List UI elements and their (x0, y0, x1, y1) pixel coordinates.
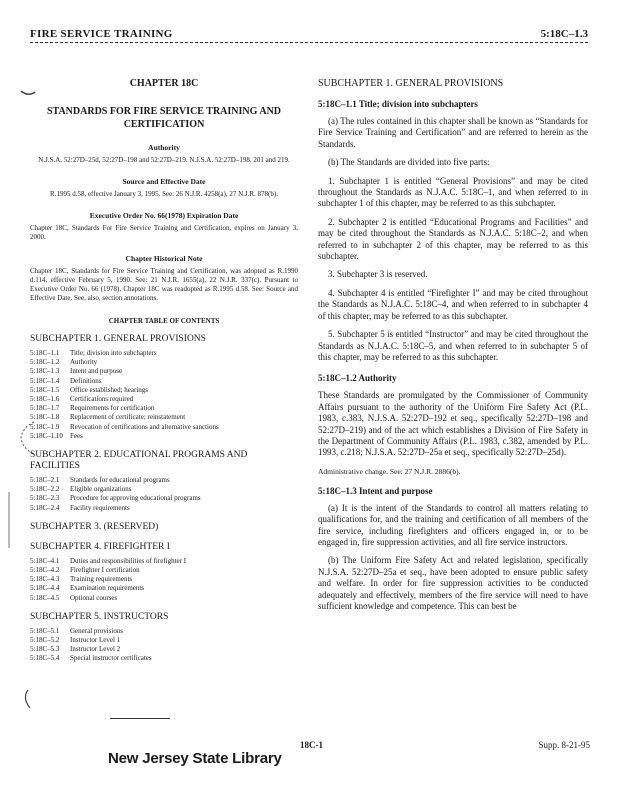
toc-entry-title: Examination requirements (70, 584, 145, 593)
toc-entry-title: Eligible organizations (70, 485, 132, 494)
toc-entry-title: Special instructor certificates (70, 654, 152, 663)
source-text: R.1995 d.58, effective January 3, 1995. See: 26 N.J.R. 4258(a), 27 N.J.R. 878(b). (50, 190, 278, 198)
toc-entry-title: Definitions (70, 376, 102, 385)
toc-entry-title: Instructor Level 1 (70, 636, 121, 645)
toc-list (30, 557, 298, 603)
toc-entry[interactable] (30, 377, 298, 386)
toc-entry-number: 5:18C–5.1 (30, 626, 60, 635)
running-header (30, 28, 588, 42)
toc-entry-number: 5:18C–1.4 (30, 376, 60, 385)
margin-mark-icon-2 (20, 688, 36, 712)
section-1-2-note: Administrative change. See: 27 N.J.R. 2886(b). (318, 466, 461, 476)
toc-entry-number: 5:18C–1.5 (30, 385, 60, 394)
toc-entry-number: 5:18C–4.3 (30, 575, 60, 584)
toc-entry[interactable] (30, 485, 298, 494)
toc-entry[interactable] (30, 584, 298, 593)
toc-entry[interactable] (30, 654, 298, 663)
section-1-1-item-2: 2. Subchapter 2 is entitled “Educational Programs and Facilities” and may be cited throughout the Standards as N.J.A.C. 5:18C–2, and when referred to in subchapter 2 of this chapter, may be referred to as this subchapter. (318, 216, 588, 262)
toc-entry[interactable] (30, 636, 298, 645)
toc-entry-title: Authority (70, 358, 98, 367)
toc-heading: CHAPTER TABLE OF CONTENTS (108, 317, 220, 325)
toc-entry-title: Optional courses (70, 593, 118, 602)
header-rule (30, 42, 588, 43)
toc-entry-title: Office established; hearings (70, 385, 149, 394)
section-1-1-heading: 5:18C–1.1 Title; division into subchapters (318, 99, 478, 109)
section-1-1-b: (b) The Standards are divided into five parts: (328, 157, 490, 168)
toc-entry[interactable] (30, 504, 298, 513)
toc-entry-number: 5:18C–1.1 (30, 349, 60, 357)
toc-entry[interactable] (30, 557, 298, 566)
header-section: 5:18C–1.3 (540, 28, 588, 40)
toc-entry-number: 5:18C–1.8 (30, 413, 60, 422)
chapter-title: STANDARDS FOR FIRE SERVICE TRAINING AND CERTIFICATION (46, 106, 282, 130)
toc-entry-number: 5:18C–2.4 (30, 503, 60, 512)
toc-entry-title: Instructor Level 2 (70, 645, 121, 654)
toc-entry-title: Title; division into subchapters (70, 349, 157, 357)
authority-text: N.J.S.A. 52:27D–25d, 52:27D–198 and 52:27D–219. N.J.S.A. 52:27D–198. 201 and 219. (38, 156, 290, 164)
toc-entry[interactable] (30, 575, 298, 584)
section-1-1-item-1: 1. Subchapter 1 is entitled “General Provisions” and may be cited throughout the Standards as N.J.A.C. 5:18C–1, and when referred to in subchapter 1 of this chapter, may be referred to as this subchapter. (318, 175, 588, 209)
toc-entry-number: 5:18C–5.3 (30, 645, 60, 654)
toc-entry-number: 5:18C–1.2 (30, 358, 60, 367)
toc-entry-number: 5:18C–2.2 (30, 485, 60, 494)
toc-entry-number: 5:18C–1.10 (30, 431, 63, 440)
toc-entry-number: 5:18C–5.2 (30, 636, 60, 645)
toc-entry-title: Intent and purpose (70, 367, 123, 376)
source-heading: Source and Effective Date (122, 177, 206, 186)
toc-list (30, 476, 298, 513)
chapter-number: CHAPTER 18C (129, 78, 199, 89)
toc-entry-number: 5:18C–4.5 (30, 593, 60, 602)
toc-entry-title: Procedure for approving educational programs (70, 494, 201, 503)
toc-entry[interactable] (30, 413, 298, 422)
toc-subchapter-heading: SUBCHAPTER 5. INSTRUCTORS (30, 611, 169, 622)
section-1-1-item-4: 4. Subchapter 4 is entitled “Firefighter I” and may be cited throughout the Standards as N.J.A.C. 5:18C–4, and when referred to in subchapter 4 of this chapter, may be referred to as this subchapter. (318, 287, 588, 321)
toc-entry-number: 5:18C–1.9 (30, 422, 60, 431)
toc-entry-title: Revocation of certifications and alternative sanctions (70, 422, 219, 431)
toc-entry[interactable] (30, 349, 298, 358)
history-text: Chapter 18C, Standards for Fire Service Training and Certification, was adopted as R.1990 d.114, effective February 5, 1990. See: 21 N.J.R. 1655(a), 22 N.J.R. 337(c). Pursuant to Executive Order No. 66 (1978), Chapter 18C was readopted as R.1995 d.58. See: Source and Effective Date. See, also, section annotations. (30, 267, 298, 302)
toc-entry[interactable] (30, 395, 298, 404)
toc-entry[interactable] (30, 386, 298, 395)
exec-order-text: Chapter 18C, Standards For Fire Service Training and Certification, expires on January 3, 2000. (30, 224, 298, 241)
library-stamp: New Jersey State Library (108, 750, 282, 767)
subchapter-heading: SUBCHAPTER 1. GENERAL PROVISIONS (318, 78, 504, 89)
section-1-2-heading: 5:18C–1.2 Authority (318, 373, 397, 384)
toc-entry[interactable] (30, 476, 298, 485)
toc-entry-number: 5:18C–2.1 (30, 476, 60, 485)
section-1-2-text: These Standards are promulgated by the Commissioner of Community Affairs pursuant to the authority of the Uniform Fire Safety Act (P.L. 1983, c.383, N.J.S.A. 52:27D–192 et seq., specifically 52:27D–198 and 52:27D–219) and of the act which establishes a Division of Fire Safety in the Department of Community Affairs (P.L. 1983, c.382, amended by P.L. 1993, c.218; N.J.S.A. 52:27D–25a et seq., specifically 52:27D–25d). (318, 390, 588, 458)
section-1-3-a: (a) It is the intent of the Standards to control all matters relating to qualifications for, and the training and certification of all members of the fire service, including firefighters and officers engaged in, or to be engaged in, fire suppression activities, and all fire service instructors. (318, 502, 588, 547)
toc-entry[interactable] (30, 432, 298, 441)
toc-entry-number: 5:18C–4.1 (30, 556, 60, 565)
header-title: FIRE SERVICE TRAINING (30, 28, 173, 40)
right-column (318, 70, 588, 612)
toc-entry-title: Facility requirements (70, 503, 130, 512)
section-1-1-item-5: 5. Subchapter 5 is entitled “Instructor” and may be cited throughout the Standards as N.J.A.C. 5:18C–5, and when referred to in subchapter 5 of this chapter, may be referred to as this subchapter. (318, 329, 588, 362)
toc-entry[interactable] (30, 367, 298, 376)
toc-entry[interactable] (30, 358, 298, 367)
page-footer (0, 738, 618, 778)
section-1-3-heading: 5:18C–1.3 Intent and purpose (318, 485, 433, 496)
exec-order-heading: Executive Order No. 66(1978) Expiration Date (89, 211, 239, 220)
toc-entry-title: Fees (70, 431, 83, 440)
toc-entry-number: 5:18C–2.3 (30, 494, 60, 503)
table-of-contents (30, 334, 298, 664)
toc-list (30, 349, 298, 441)
toc-entry-number: 5:18C–4.4 (30, 584, 60, 593)
section-1-1-a: (a) The rules contained in this chapter shall be known as “Standards for Fire Service Training and Certification” and are referred to herein as the Standards. (318, 116, 588, 149)
toc-entry-title: Replacement of certificate; reinstatement (70, 413, 186, 422)
toc-entry-number: 5:18C–1.7 (30, 404, 60, 413)
toc-subchapter-heading: SUBCHAPTER 2. EDUCATIONAL PROGRAMS AND FACILITIES (30, 450, 248, 472)
toc-list (30, 627, 298, 664)
section-1-3-b: (b) The Uniform Fire Safety Act and related legislation, specifically N.J.S.A. 52:27D–25a et seq., have been adopted to ensure public safety and welfare. In order for fire suppression activities to be conducted adequately and effectively, members of the fire service will need to have sufficient knowledge and competence. This can best be (318, 555, 588, 611)
toc-entry-number: 5:18C–5.4 (30, 654, 60, 663)
toc-entry-title: General provisions (70, 626, 124, 635)
toc-entry-title: Certifications required (70, 395, 134, 404)
toc-entry[interactable] (30, 645, 298, 654)
toc-entry[interactable] (30, 423, 298, 432)
toc-entry-title: Standards for educational programs (70, 476, 170, 485)
toc-entry-number: 5:18C–4.2 (30, 566, 60, 575)
toc-entry[interactable] (30, 566, 298, 575)
end-rule (110, 718, 170, 719)
toc-entry-title: Firefighter I certification (70, 566, 140, 575)
left-column (30, 70, 298, 664)
history-heading: Chapter Historical Note (125, 254, 203, 263)
toc-entry[interactable] (30, 404, 298, 413)
toc-subchapter-heading: SUBCHAPTER 1. GENERAL PROVISIONS (30, 334, 206, 344)
toc-subchapter-heading: SUBCHAPTER 3. (RESERVED) (30, 521, 159, 532)
toc-entry-title: Requirements for certification (70, 404, 155, 413)
toc-entry-title: Training requirements (70, 575, 133, 584)
section-1-1-item-3: 3. Subchapter 3 is reserved. (328, 269, 428, 280)
page-number: 18C-1 (300, 740, 323, 750)
toc-entry[interactable] (30, 494, 298, 503)
supplement-date: Supp. 8-21-95 (538, 740, 590, 750)
margin-line-icon (6, 490, 12, 550)
toc-entry-number: 5:18C–1.3 (30, 367, 60, 376)
authority-heading: Authority (148, 143, 180, 152)
toc-entry-number: 5:18C–1.6 (30, 395, 60, 404)
toc-entry[interactable] (30, 627, 298, 636)
toc-subchapter-heading: SUBCHAPTER 4. FIREFIGHTER I (30, 541, 170, 552)
toc-entry-title: Duties and responsibilities of firefighter I (70, 556, 187, 565)
toc-entry[interactable] (30, 594, 298, 603)
